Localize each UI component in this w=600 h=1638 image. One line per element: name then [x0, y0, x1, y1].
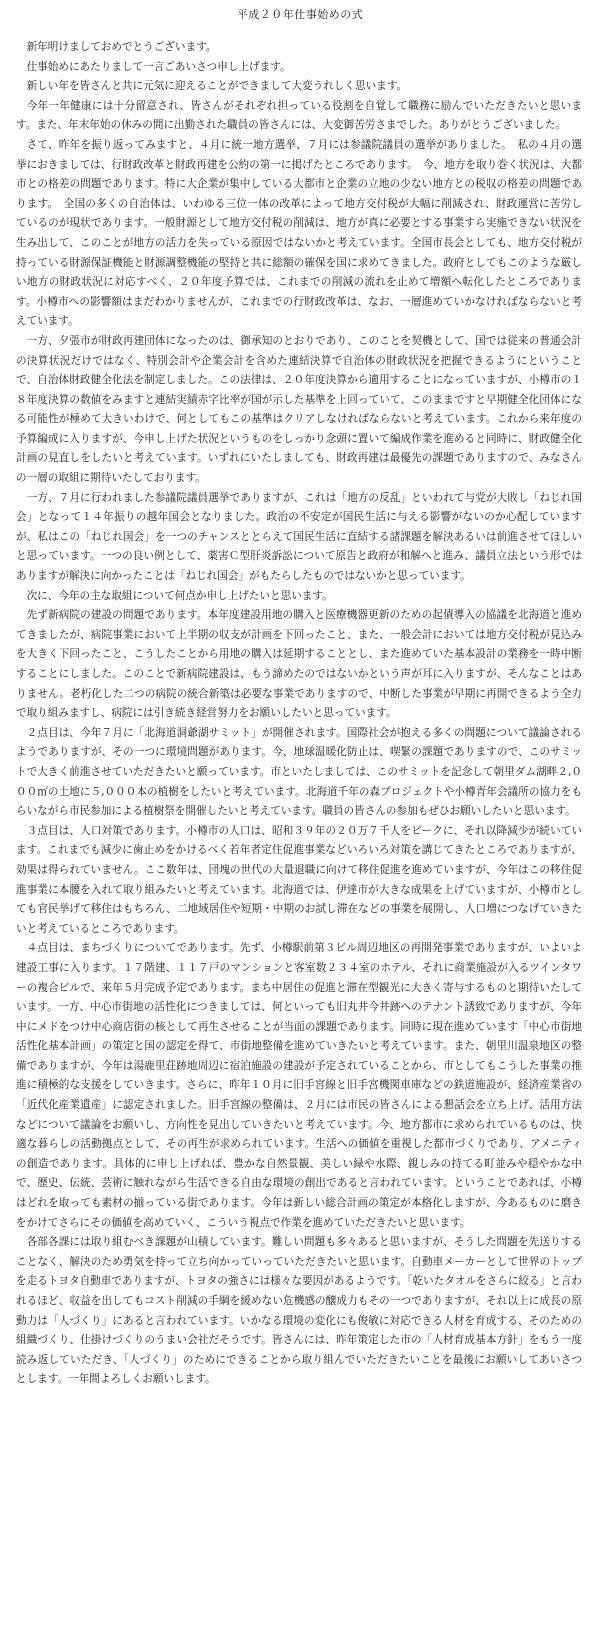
- paragraph: 次に、今年の主な取組について何点か申し上げたいと思います。: [26, 589, 333, 602]
- paragraph: 新年明けましておめでとうございます。: [26, 41, 217, 53]
- paragraph: 先ず新病院の建設の問題であります。本年度建設用地の購入と医療機器更新のための起債導入の協議を北海道と進めてきましたが、病院事業において上半期の収支が計画を下回ったこと、また、一般会計においては地方交付税が見込みを大きく下回ったこと、こうしたことから用地の購入は延期することとし、また進めていた基本設計の業務を一時中断することにしました。このことで新病院建設は、もう諦めたのではないかという声が耳に入りますが、そんなことはありません。老朽化した二つの病院の統合新築は必要な事業でありますので、中断した事業が早期に再開できるよう全力で取り組みますし、病院には引き続き経営努力をお願いしたいと思っています。: [16, 609, 582, 720]
- paragraph: 一方、夕張市が財政再建団体になったのは、御承知のとおりであり、このことを契機として、国では従来の普通会計の決算状況だけではなく、特別会計や企業会計を含めた連結決算で自治体の財政状況を把握できるようにということで、自治体財政健全化法を制定しました。この法律は、２０年度決算から適用することになっていますが、小樽市の１８年度決算の数値をみますと連結実績赤字比率が国が示した基準を上回っていて、このままですと早期健全化団体になる可能性が極めて大きいわけで、何としてもこの基準はクリアしなければならないと考えています。これから来年度の予算編成に入りますが、今申し上げた状況というものをしっかり念頭に置いて編成作業を進めると同時に、財政健全化計画の見直しをしたいと考えています。いずれにいたしましても、財政再建は最優先の課題でありますので、みなさんの一層の取組に期待いたしております。: [16, 334, 582, 485]
- paragraph: ４点目は、まちづくりについてであります。先ず、小樽駅前第３ビル周辺地区の再開発事業でありますが、いよいよ建設工事に入ります。１７階建、１１７戸のマンションと客室数２３４室のホテル、それに商業施設が入るツインタワーの複合ビルで、来年５月完成予定であります。まち中居住の促進と滞在型観光に大きく寄与するものと期待いたしています。一方、中心市街地の活性化につきましては、何といっても旧丸井今井跡へのテナント誘致でありますが、今年中にメドをつけ中心商店街の核として再生させることが当面の課題であります。同時に現在進めています「中心市街地活性化基本計画」の策定と国の認定を得て、市街地整備を進めていきたいと考えています。また、朝里川温泉地区の整備でありますが、今年は湯鹿里荘跡地周辺に宿泊施設の建設が予定されていることから、市としてもこうした事業の推進に積極的な支援をしていきます。さらに、昨年１０月に旧手宮線と旧手宮機関車庫などの鉄道施設が、経済産業省の「近代化産業遺産」に認定されました。旧手宮線の整備は、２月には市民の皆さんによる懇話会を立ち上げ、活用方法などについて議論をお願いし、方向性を見出していきたいと考えています。今、地方都市に求められているものは、快適な暮らしの活動拠点として、その再生が求められています。生活への価値を重視した都市づくりであり、アメニティの創造であります。具体的に申し上げれば、豊かな自然景観、美しい緑や水際、親しみの持てる町並みや穏やかな中で、歴史、伝統、芸術に触れながら生活できる自由な環境の創出であると言われています。ということであれば、小樽はどれを取っても素材の揃っている街であります。今年は新しい総合計画の策定が本格化しますが、今あるものに磨きをかけてさらにその価値を高めていく、こういう視点で作業を進めていただきたいと思います。: [16, 942, 582, 1229]
- paragraph: 各部各課には取り組むべき課題が山積しています。難しい問題も多々あると思いますが、そうした問題を先送りすることなく、解決のため勇気を持って立ち向かっていっていただきたいと思います。自動車メーカーとして世界のトップを走るトヨタ自動車でありますが、トヨタの強さには様々な要因があるようです。「乾いたタオルをさらに絞る」と言われるほど、収益を出してもコスト削減の手綱を緩めない危機感の醸成力もその一つでありますが、それ以上に成長の原動力は「人づくり」にあると言われています。いかなる環境の変化にも俊敏に対応できる人材を育成する、そのための組織づくり、仕掛けづくりのうまい会社だそうです。皆さんには、昨年策定した市の「人材育成基本方針」をもう一度読み返していただき、「人づくり」のためにできることから取り組んでいただきたいことを最後にお願いしてあいさつとします。一年間よろしくお願いします。: [16, 1236, 582, 1386]
- paragraph: ３点目は、人口対策であります。小樽市の人口は、昭和３９年の２０万７千人をピークに、それ以降減少が続いています。これまでも減少に歯止めをかけるべく若年者定住促進事業などいろいろ対策を講じてきたところでありますが、効果は得られていません。ここ数年は、団塊の世代の大量退職に向けて移住促進を進めていますが、今年はこの移住促進事業に本腰を入れて取り組みたいと考えています。北海道では、伊達市が大きな成果を上げていますが、小樽市としても官民挙げて移住はもちろん、二地域居住や短期・中期のお試し滞在などの事業を展開し、人口増につなげていきたいと考えているところであります。: [16, 824, 582, 935]
- paragraph: 今年一年健康には十分留意され、皆さんがそれぞれ担っている役割を自覚して職務に励んでいただきたいと思います。また、年末年始の休みの間に出勤された職員の皆さんには、大変御苦労さまでした。ありがとうございました。: [16, 99, 582, 132]
- paragraph: 一方、７月に行われました参議院議員選挙でありますが、これは「地方の反乱」といわれて与党が大敗し「ねじれ国会」となって１４年振りの越年国会となりました。政治の不安定が国民生活に与える影響がないのか心配していますが、私はこの「ねじれ国会」を一つのチャンスととらえて国民生活に直結する諸課題を解決あるいは前進させてほしいと思っています。一つの良い例として、薬害Ｃ型肝炎訴訟について原告と政府が和解へと進み、議員立法という形ではありますが解決に向かったことは「ねじれ国会」がもたらしたものではないかと思っています。: [16, 491, 582, 583]
- paragraph: さて、昨年を振り返ってみますと、４月に統一地方選挙、７月には参議院議員の選挙がありました。 私の４月の選挙におきましては、行財政改革と財政再建を公約の第一に掲げたところであります。 今、地方を取り巻く状況は、大都市との格差の問題であります。特に大企業が集中している大都市と企業の立地の少ない地方との税収の格差の問題であります。 全国の多くの自治体は、いわゆる三位一体の改革によって地方交付税が大幅に削減され、財政運営に苦労しているのが現状であります。一般財源として地方交付税の削減は、地方が真に必要とする事業すら実施できない状況を生み出して、このことが地方の活力を失っている原因ではないかと考えています。全国市長会としても、地方交付税が持っている財源保証機能と財源調整機能の堅持と共に総額の確保を国に求めてきました。政府としてもこのような厳しい地方の財政状況に対応すべく、２０年度予算では、これまでの削減の流れを止めて増額へ転化したところであります。小樽市への影響額はまだわかりませんが、これまでの行財政改革は、なお、一層進めていかなければならないと考えています。: [16, 138, 582, 328]
- paragraph: 新しい年を皆さんと共に元気に迎えることができまして大変うれしく思います。: [26, 80, 408, 93]
- paragraph: 仕事始めにあたりまして一言ごあいさつ申し上げます。: [26, 60, 291, 73]
- document-title: 平成２０年仕事始めの式: [236, 8, 364, 21]
- document-body: [16, 38, 582, 1390]
- paragraph: ２点目は、今年７月に「北海道洞爺湖サミット」が開催されます。国際社会が抱える多くの問題について議論されるようでありますが、その一つに環境問題があります。今、地球温暖化防止は、喫緊の課題でありますので、このサミットで大きく前進させていただきたいと願っています。市といたしましては、このサミットを記念して朝里ダム湖畔２,０００㎡の土地に５,０００本の植樹をしたいと考えています。北海道千年の森プロジェクトや小樽青年会議所の協力をもらいながら市民参加による植樹祭を開催したいと考えています。職員の皆さんの参加もぜひお願いしたいと思います。: [16, 726, 582, 818]
